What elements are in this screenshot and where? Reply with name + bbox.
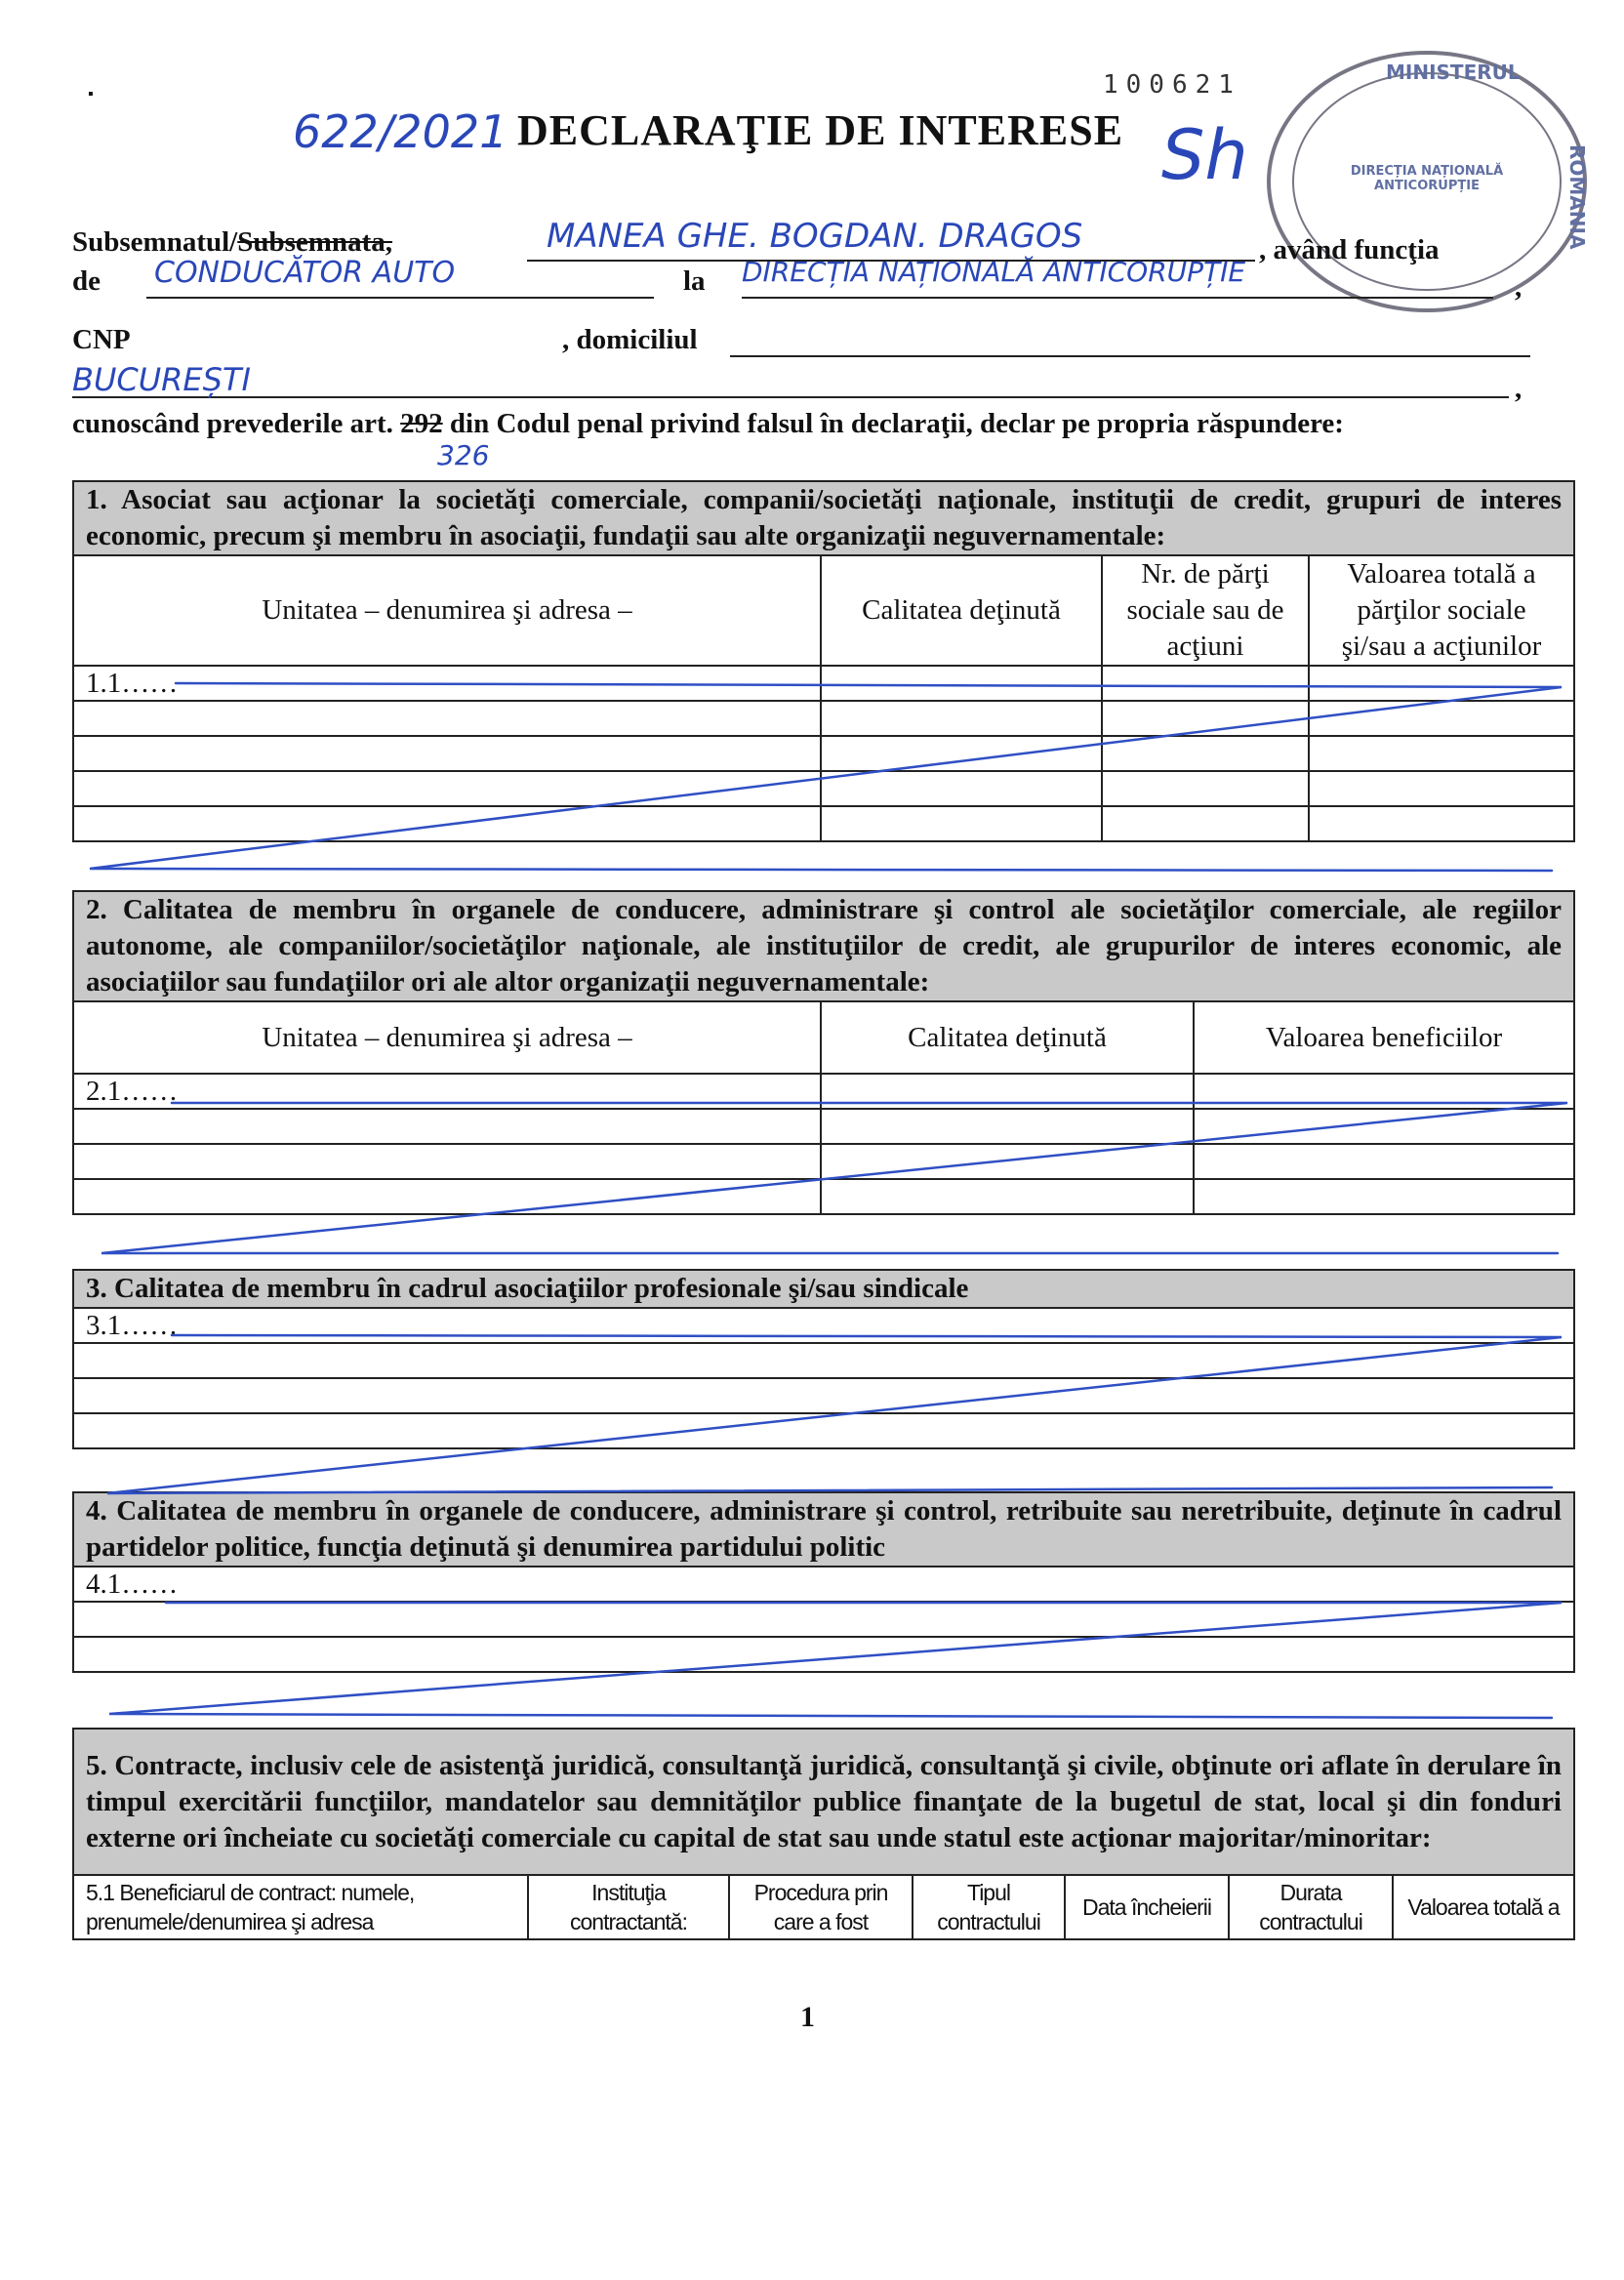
page-number: 1 xyxy=(800,2001,815,2033)
domicile-field-2[interactable]: BUCUREȘTI xyxy=(72,361,1509,398)
s1-col-unitatea: Unitatea – denumirea şi adresa – xyxy=(73,555,821,666)
section2-title: 2. Calitatea de membru în organele de conducere, administrare şi control ale societăţilor comerciale, ale regiilor autonome, ale companiilor/societăţilor naţionale, ale instituţiilor de credit, ale grupurilor de interes economic, ale asociaţiilor sau fundaţiilor ori ale altor organizaţii neguvernamentale: xyxy=(73,891,1574,1001)
s2-row-1[interactable]: 2.1…… xyxy=(73,1074,821,1109)
s1-col-nr-parti: Nr. de părţi sociale sau de acţiuni xyxy=(1102,555,1309,666)
s5-col-procedura: Procedura prin care a fost xyxy=(729,1875,913,1939)
section4-table xyxy=(72,1491,1575,1673)
s5-col-tipul: Tipul contractului xyxy=(913,1875,1065,1939)
institution-field[interactable]: DIRECȚIA NAȚIONALĂ ANTICORUPȚIE xyxy=(742,256,1493,299)
de-label: de xyxy=(72,265,101,297)
section5-table xyxy=(72,1728,1575,1940)
s3-row-1[interactable]: 3.1…… xyxy=(73,1308,1574,1343)
section2-table xyxy=(72,890,1575,1215)
domicile-field-1[interactable] xyxy=(730,318,1530,357)
s2-col-unitatea: Unitatea – denumirea şi adresa – xyxy=(73,1001,821,1074)
s4-row-1[interactable]: 4.1…… xyxy=(73,1567,1574,1602)
stamp-text-side: ROMANIA xyxy=(1565,144,1589,250)
handwritten-number: 622/2021 xyxy=(293,105,508,158)
s5-col-durata: Durata contractului xyxy=(1229,1875,1393,1939)
s1-row-1[interactable]: 1.1…… xyxy=(73,666,821,701)
subsemnatul-label: Subsemnatul/Subsemnata, xyxy=(72,226,392,258)
la-label: la xyxy=(683,265,706,297)
comma-2: , xyxy=(1515,373,1522,404)
section5-title: 5. Contracte, inclusiv cele de asistenţă juridică, consultanţă juridică, consultanţă şi civile, obţinute ori aflate în derulare în timpul exercitării funcţiilor, mandatelor sau demnităţilor publice finanţate de la bugetul de stat, local şi din fonduri externe ori încheiate cu societăţi comerciale cu capital de stat sau unde statul este acţionar majoritar/minoritar: xyxy=(73,1729,1574,1875)
signature: Sh xyxy=(1161,115,1248,195)
s2-col-calitatea: Calitatea deţinută xyxy=(821,1001,1194,1074)
s5-col-institutia: Instituţia contractantă: xyxy=(528,1875,729,1939)
avand-functia-label: , având funcţia xyxy=(1259,234,1440,265)
registration-number: 100621 xyxy=(1103,70,1241,100)
section1-table xyxy=(72,480,1575,842)
s1-col-calitatea: Calitatea deţinută xyxy=(821,555,1102,666)
domiciliul-label: , domiciliul xyxy=(562,324,698,355)
section1-title: 1. Asociat sau acţionar la societăţi comerciale, companii/societăţi naţionale, instituţii de credit, grupuri de interes economic, precum şi membru în asociaţii, fundaţii sau alte organizaţii neguvernamentale: xyxy=(73,481,1574,555)
document-title: DECLARAŢIE DE INTERESE xyxy=(517,106,1124,154)
stamp-text-top: MINISTERUL xyxy=(1386,61,1521,84)
section3-table xyxy=(72,1269,1575,1449)
function-field[interactable]: CONDUCĂTOR AUTO xyxy=(146,256,654,299)
section4-title: 4. Calitatea de membru în organele de conducere, administrare şi control, retribuite sau neretribuite, deţinute în cadrul partidelor politice, funcţia deţinută şi denumirea partidului politic xyxy=(73,1492,1574,1567)
s5-col-data: Data încheierii xyxy=(1065,1875,1229,1939)
s1-col-valoarea: Valoarea totală a părţilor sociale şi/sau a acţiunilor xyxy=(1309,555,1574,666)
s2-col-valoarea: Valoarea beneficiilor xyxy=(1194,1001,1574,1074)
legal-statement: cunoscând prevederile art. 292 din Codul penal privind falsul în declaraţii, declar pe propria răspundere: xyxy=(72,408,1344,439)
corrected-article: 326 xyxy=(437,439,490,471)
s5-col-beneficiar: 5.1 Beneficiarul de contract: numele, prenumele/denumirea şi adresa xyxy=(73,1875,528,1939)
name-field[interactable]: MANEA GHE. BOGDAN. DRAGOS xyxy=(527,217,1255,262)
comma: , xyxy=(1515,271,1522,303)
section3-title: 3. Calitatea de membru în cadrul asociaţiilor profesionale şi/sau sindicale xyxy=(73,1270,1574,1308)
stamp-text-inner: DIRECȚIA NAȚIONALĂ ANTICORUPȚIE xyxy=(1350,164,1504,193)
s5-col-valoarea: Valoarea totală a xyxy=(1393,1875,1574,1939)
cnp-label: CNP xyxy=(72,324,131,355)
scan-dot: ▪ xyxy=(88,86,94,102)
